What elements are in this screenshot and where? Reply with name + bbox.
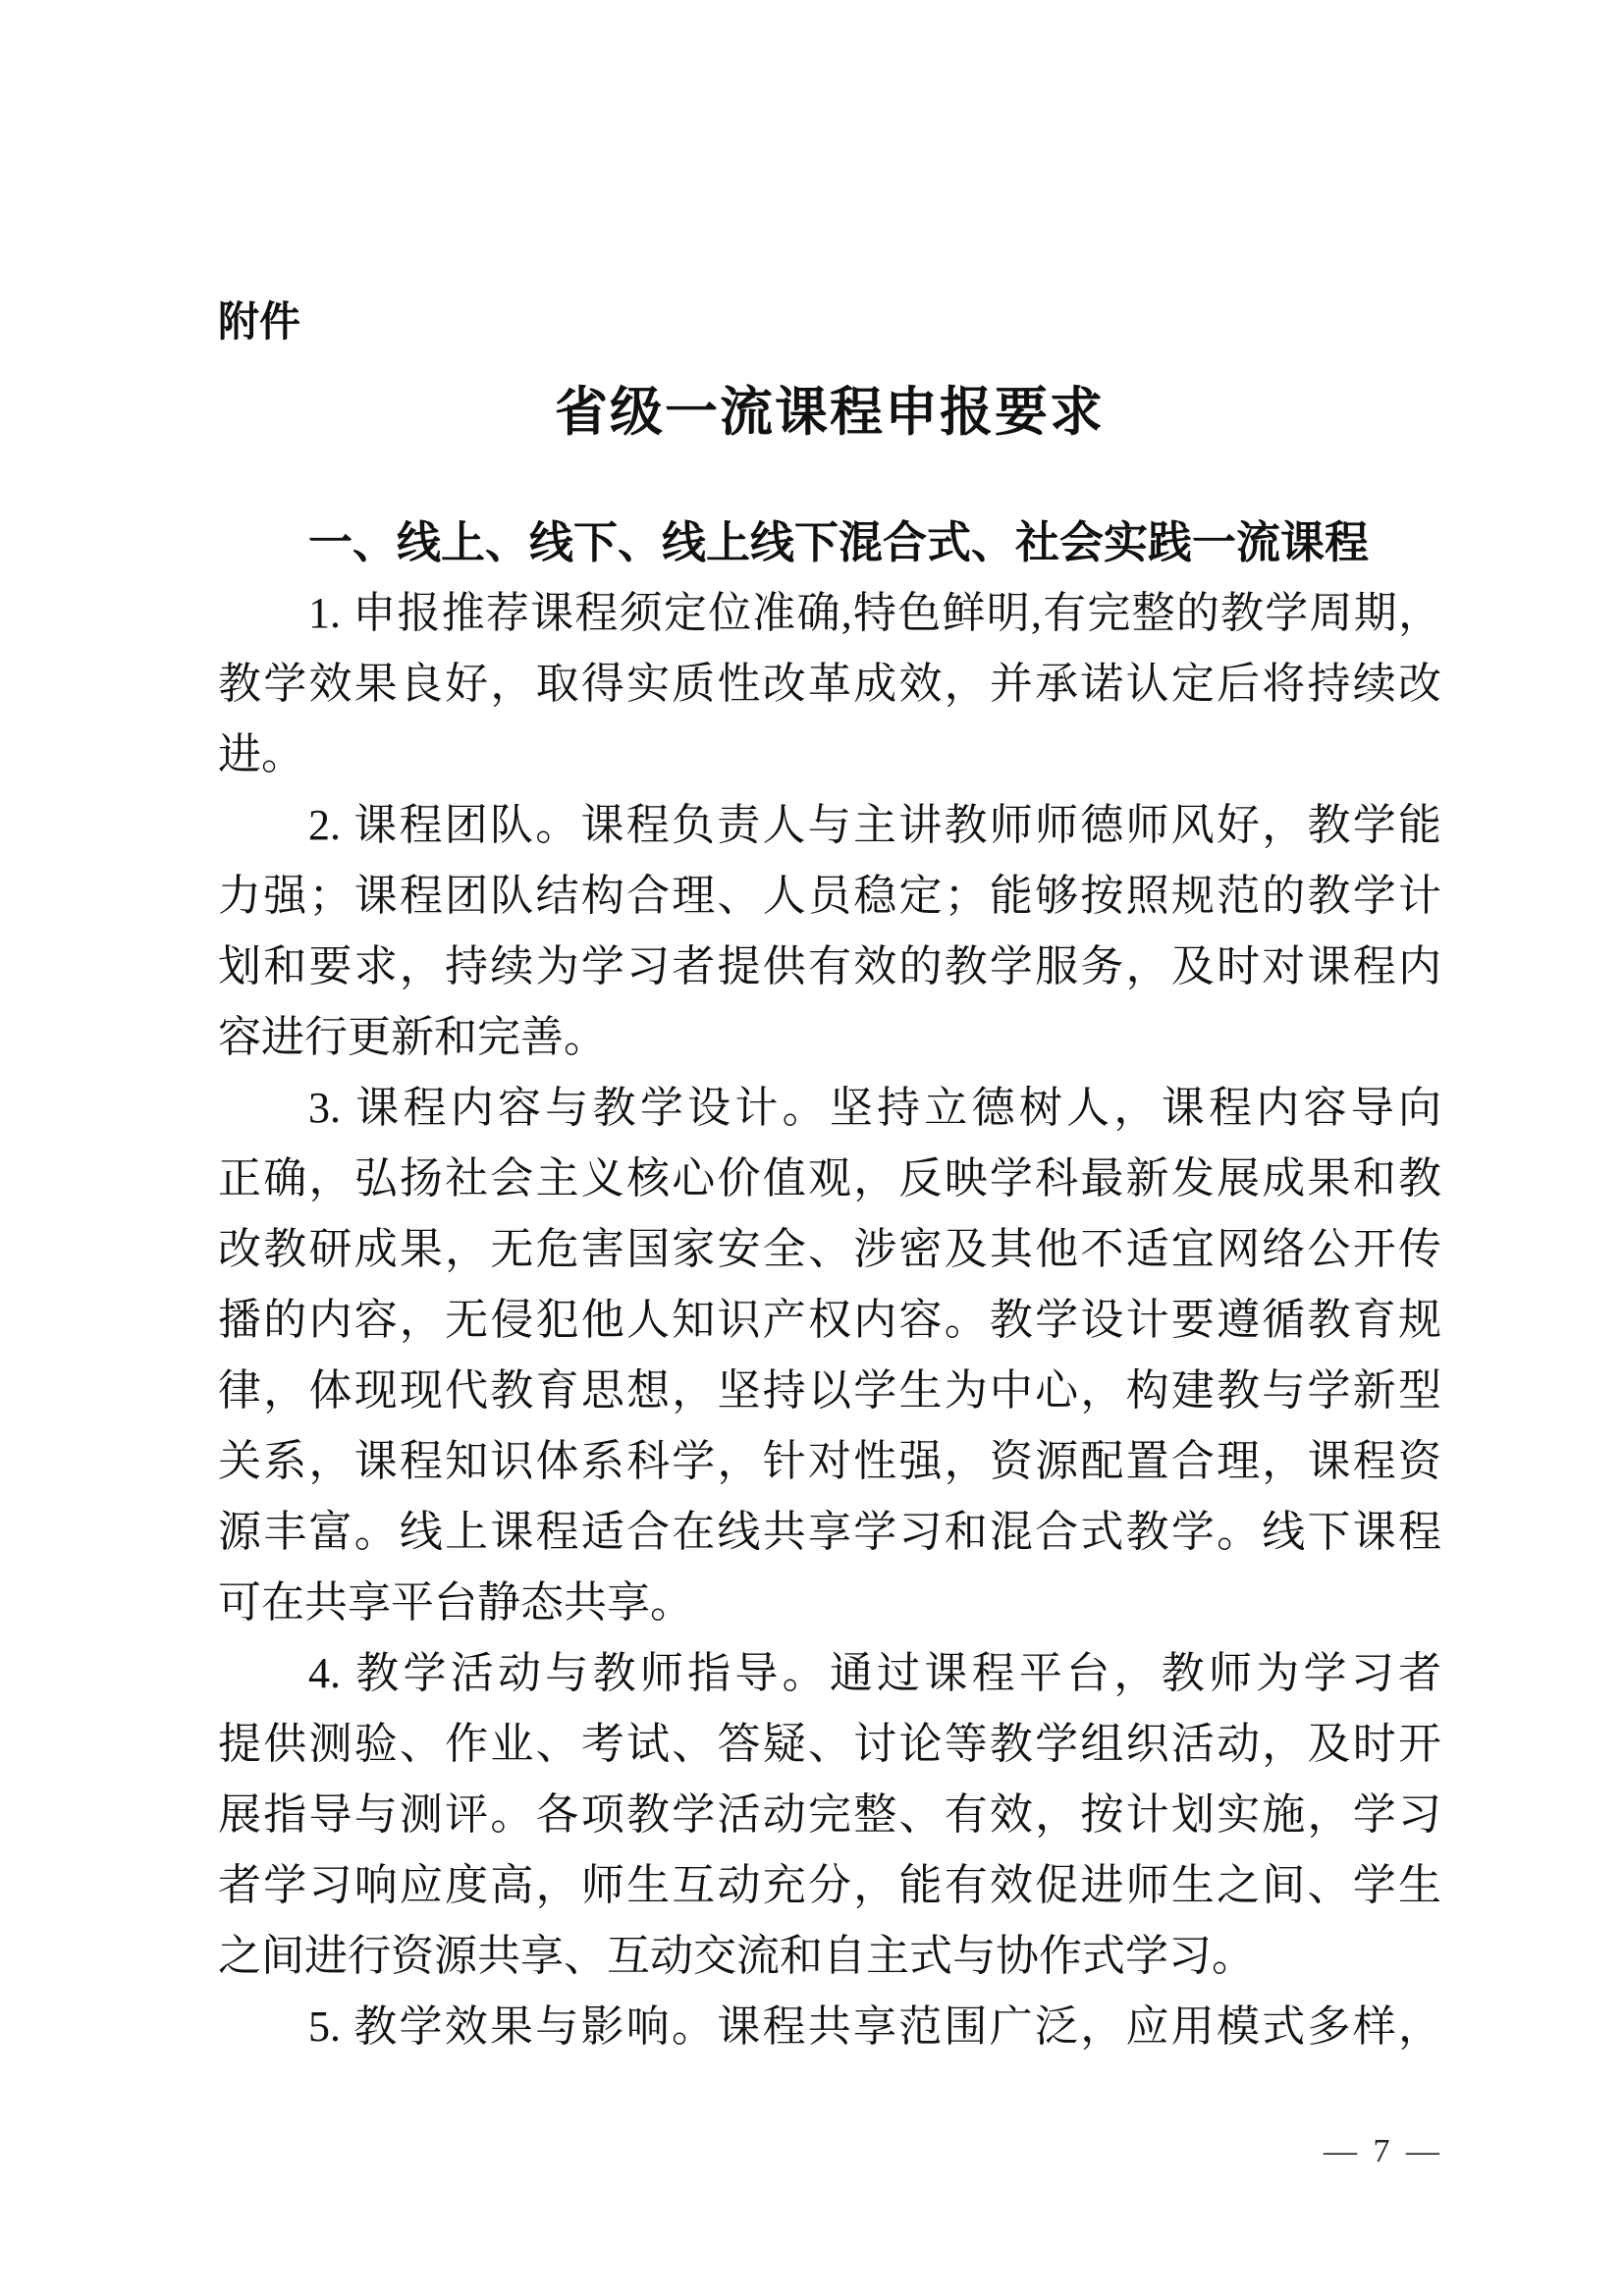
body-line: 改教研成果，无危害国家安全、涉密及其他不适宜网络公开传	[218, 1225, 1441, 1273]
body-line: 正确，弘扬社会主义核心价值观，反映学科最新发展成果和教	[218, 1154, 1441, 1202]
body-line: 教学效果良好，取得实质性改革成效，并承诺认定后将持续改	[218, 660, 1441, 708]
body-line: 1. 申报推荐课程须定位准确,特色鲜明,有完整的教学周期，	[308, 589, 1441, 637]
body-line: 源丰富。线上课程适合在线共享学习和混合式教学。线下课程	[218, 1508, 1441, 1556]
section-heading: 一、线上、线下、线上线下混合式、社会实践一流课程	[308, 517, 1370, 567]
body-line: 力强；课程团队结构合理、人员稳定；能够按照规范的教学计	[218, 872, 1441, 920]
body-line: 者学习响应度高，师生互动充分，能有效促进师生之间、学生	[218, 1861, 1441, 1909]
body-line: 律，体现现代教育思想，坚持以学生为中心，构建教与学新型	[218, 1366, 1441, 1415]
body-line: 关系，课程知识体系科学，针对性强，资源配置合理，课程资	[218, 1437, 1441, 1485]
body-line: 5. 教学效果与影响。课程共享范围广泛，应用模式多样，	[308, 2002, 1441, 2051]
attachment-label: 附件	[218, 298, 301, 345]
body-line: 2. 课程团队。课程负责人与主讲教师师德师风好，教学能	[308, 801, 1441, 849]
body-line: 容进行更新和完善。	[218, 1013, 607, 1061]
body-line: 划和要求，持续为学习者提供有效的教学服务，及时对课程内	[218, 942, 1441, 990]
document-title: 省级一流课程申报要求	[555, 383, 1105, 442]
page-number: — 7 —	[1324, 2133, 1443, 2169]
body-line: 展指导与测评。各项教学活动完整、有效，按计划实施，学习	[218, 1790, 1441, 1839]
body-line: 4. 教学活动与教师指导。通过课程平台，教师为学习者	[308, 1649, 1441, 1697]
body-line: 3. 课程内容与教学设计。坚持立德树人，课程内容导向	[308, 1084, 1441, 1132]
document-content	[218, 0, 1441, 2062]
body-line: 进。	[218, 730, 304, 778]
body-line: 可在共享平台静态共享。	[218, 1578, 693, 1627]
body-line: 之间进行资源共享、互动交流和自主式与协作式学习。	[218, 1932, 1255, 1980]
body-line: 播的内容，无侵犯他人知识产权内容。教学设计要遵循教育规	[218, 1296, 1441, 1344]
body-line: 提供测验、作业、考试、答疑、讨论等教学组织活动，及时开	[218, 1720, 1441, 1768]
